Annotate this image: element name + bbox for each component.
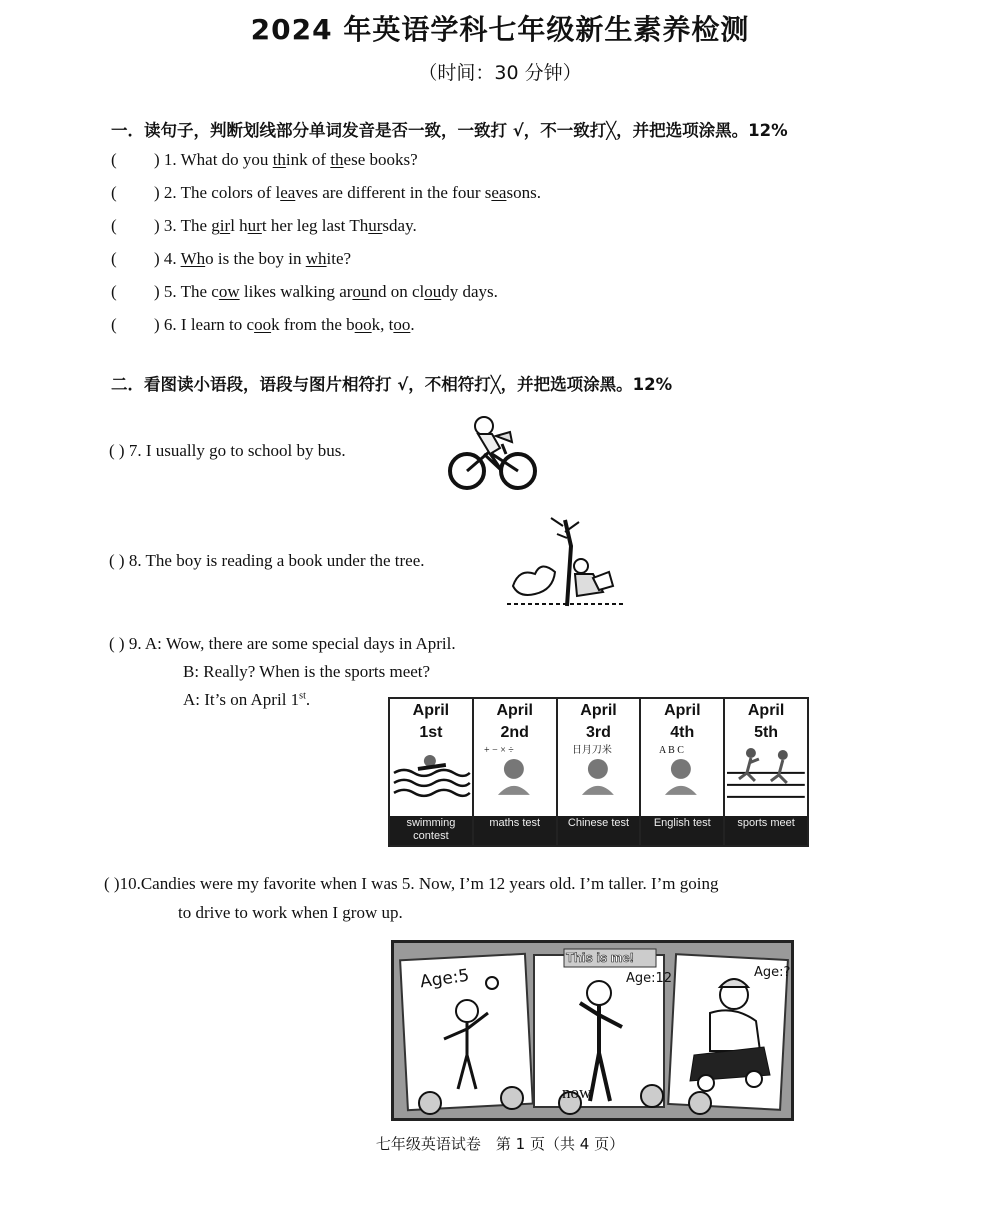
underlined-letters: oo [254, 315, 272, 334]
calendar-month: April [412, 702, 450, 719]
underlined-letters: ur [247, 216, 262, 235]
age-5-label: Age:5 [418, 965, 471, 993]
sentence-text: sons. [506, 183, 541, 202]
svg-text:A B C: A B C [659, 744, 685, 756]
question-9-line-2: B: Really? When is the sports meet? [183, 662, 431, 681]
question-1 [154, 150, 418, 170]
underlined-letters: oo [354, 315, 372, 334]
sentence-text: k, t [371, 315, 394, 334]
boy-reading-under-tree-picture [505, 516, 627, 608]
underlined-letters: ou [352, 282, 370, 301]
sentence-text: ves are different in the four s [295, 183, 492, 202]
calendar-month: April [580, 702, 617, 719]
underlined-letters: Wh [180, 249, 206, 268]
exam-duration: （时间：30 分钟） [418, 62, 582, 84]
sentence-text: ese books? [343, 150, 418, 169]
sentence-text: t her leg last Th [261, 216, 369, 235]
question-3 [154, 216, 417, 236]
calendar-event: swimming contest [390, 816, 472, 845]
calendar-month: April [747, 702, 785, 719]
calendar-event: sports meet [725, 816, 807, 845]
question-number: ) 2. [154, 183, 181, 202]
calendar-day: 1st [419, 724, 443, 741]
question-9-line-3: A: It’s on April 1st. [183, 690, 311, 709]
sentence-text: The colors of l [180, 183, 281, 202]
answer-paren[interactable]: ( [111, 282, 117, 301]
now-label: now [562, 1083, 592, 1102]
sentence-text: nd on cl [369, 282, 425, 301]
sentence-text: ink of [285, 150, 331, 169]
calendar-day: 5th [754, 724, 779, 741]
svg-text:+ − × ÷: + − × ÷ [483, 744, 514, 756]
calendar-day: 2nd [500, 724, 529, 741]
sentence-text: What do you [180, 150, 273, 169]
section-1-heading: 一．读句子，判断划线部分单词发音是否一致，一致打 √，不一致打╳，并把选项涂黑。12% [111, 121, 788, 140]
question-number: ) 5. [154, 282, 181, 301]
answer-paren[interactable]: ( [111, 216, 117, 235]
calendar-month: April [664, 702, 701, 719]
calendar-picture [390, 743, 472, 803]
calendar-month: April [496, 702, 533, 719]
calendar-day: 4th [670, 724, 695, 741]
sentence-text: The g [180, 216, 220, 235]
section-2-heading: 二．看图读小语段，语段与图片相符打 √，不相符打╳，并把选项涂黑。12% [111, 375, 673, 394]
calendar-picture [474, 743, 556, 803]
underlined-letters: ou [424, 282, 442, 301]
svg-text:日月刀米: 日月刀米 [571, 744, 612, 756]
growing-up-picture [391, 940, 794, 1121]
calendar-picture [558, 743, 640, 803]
question-10-line-2: to drive to work when I grow up. [178, 903, 403, 922]
underlined-letters: ur [368, 216, 383, 235]
question-6 [154, 315, 415, 335]
exam-title: 2024 年英语学科七年级新生素养检测 [250, 13, 750, 46]
underlined-letters: oo [393, 315, 411, 334]
underlined-letters: ow [218, 282, 240, 301]
question-7: ( ) 7. I usually go to school by bus. [109, 441, 346, 460]
sentence-text: sday. [382, 216, 417, 235]
question-10-line-1: ( )10.Candies were my favorite when I was 5. Now, I’m 12 years old. I’m taller. I’m going [104, 874, 719, 893]
question-5 [154, 282, 498, 302]
age-12-label: Age:12 [626, 971, 673, 986]
calendar-day-2 [474, 699, 558, 845]
age-unknown-label: Age:? [754, 965, 791, 980]
underlined-letters: wh [305, 249, 327, 268]
underlined-letters: ea [491, 183, 507, 202]
question-2 [154, 183, 541, 203]
sentence-text: I learn to c [180, 315, 255, 334]
calendar-event: maths test [474, 816, 556, 845]
sentence-text: The c [180, 282, 219, 301]
sentence-text: o is the boy in [205, 249, 306, 268]
calendar-event: Chinese test [558, 816, 640, 845]
page-footer: 七年级英语试卷 第 1 页（共 4 页） [375, 1135, 625, 1153]
sentence-text: k from the b [271, 315, 355, 334]
question-number: ) 3. [154, 216, 181, 235]
underlined-letters: th [272, 150, 286, 169]
sentence-text: ite? [326, 249, 352, 268]
sentence-text: . [410, 315, 415, 334]
calendar-day-4 [641, 699, 725, 845]
question-number: ) 6. [154, 315, 181, 334]
april-calendar [388, 697, 809, 847]
boy-riding-bike-picture [444, 414, 540, 492]
sentence-text: l h [230, 216, 248, 235]
calendar-day-5 [725, 699, 807, 845]
answer-paren[interactable]: ( [111, 249, 117, 268]
question-number: ) 1. [154, 150, 181, 169]
banner-text: This is me! [566, 950, 634, 965]
calendar-picture [725, 743, 807, 803]
question-9-line-1: ( ) 9. A: Wow, there are some special days in April. [109, 634, 456, 653]
question-number: ) 4. [154, 249, 181, 268]
calendar-picture [641, 743, 723, 803]
sentence-text: dy days. [441, 282, 498, 301]
calendar-day-3 [558, 699, 642, 845]
question-8: ( ) 8. The boy is reading a book under the tree. [109, 551, 425, 570]
underlined-letters: ir [219, 216, 231, 235]
calendar-day: 3rd [586, 724, 611, 741]
underlined-letters: ea [280, 183, 296, 202]
answer-paren[interactable]: ( [111, 183, 117, 202]
question-4 [154, 249, 351, 269]
calendar-day-1 [390, 699, 474, 845]
calendar-event: English test [641, 816, 723, 845]
underlined-letters: th [330, 150, 344, 169]
sentence-text: likes walking ar [239, 282, 353, 301]
answer-paren[interactable]: ( [111, 150, 117, 169]
answer-paren[interactable]: ( [111, 315, 117, 334]
